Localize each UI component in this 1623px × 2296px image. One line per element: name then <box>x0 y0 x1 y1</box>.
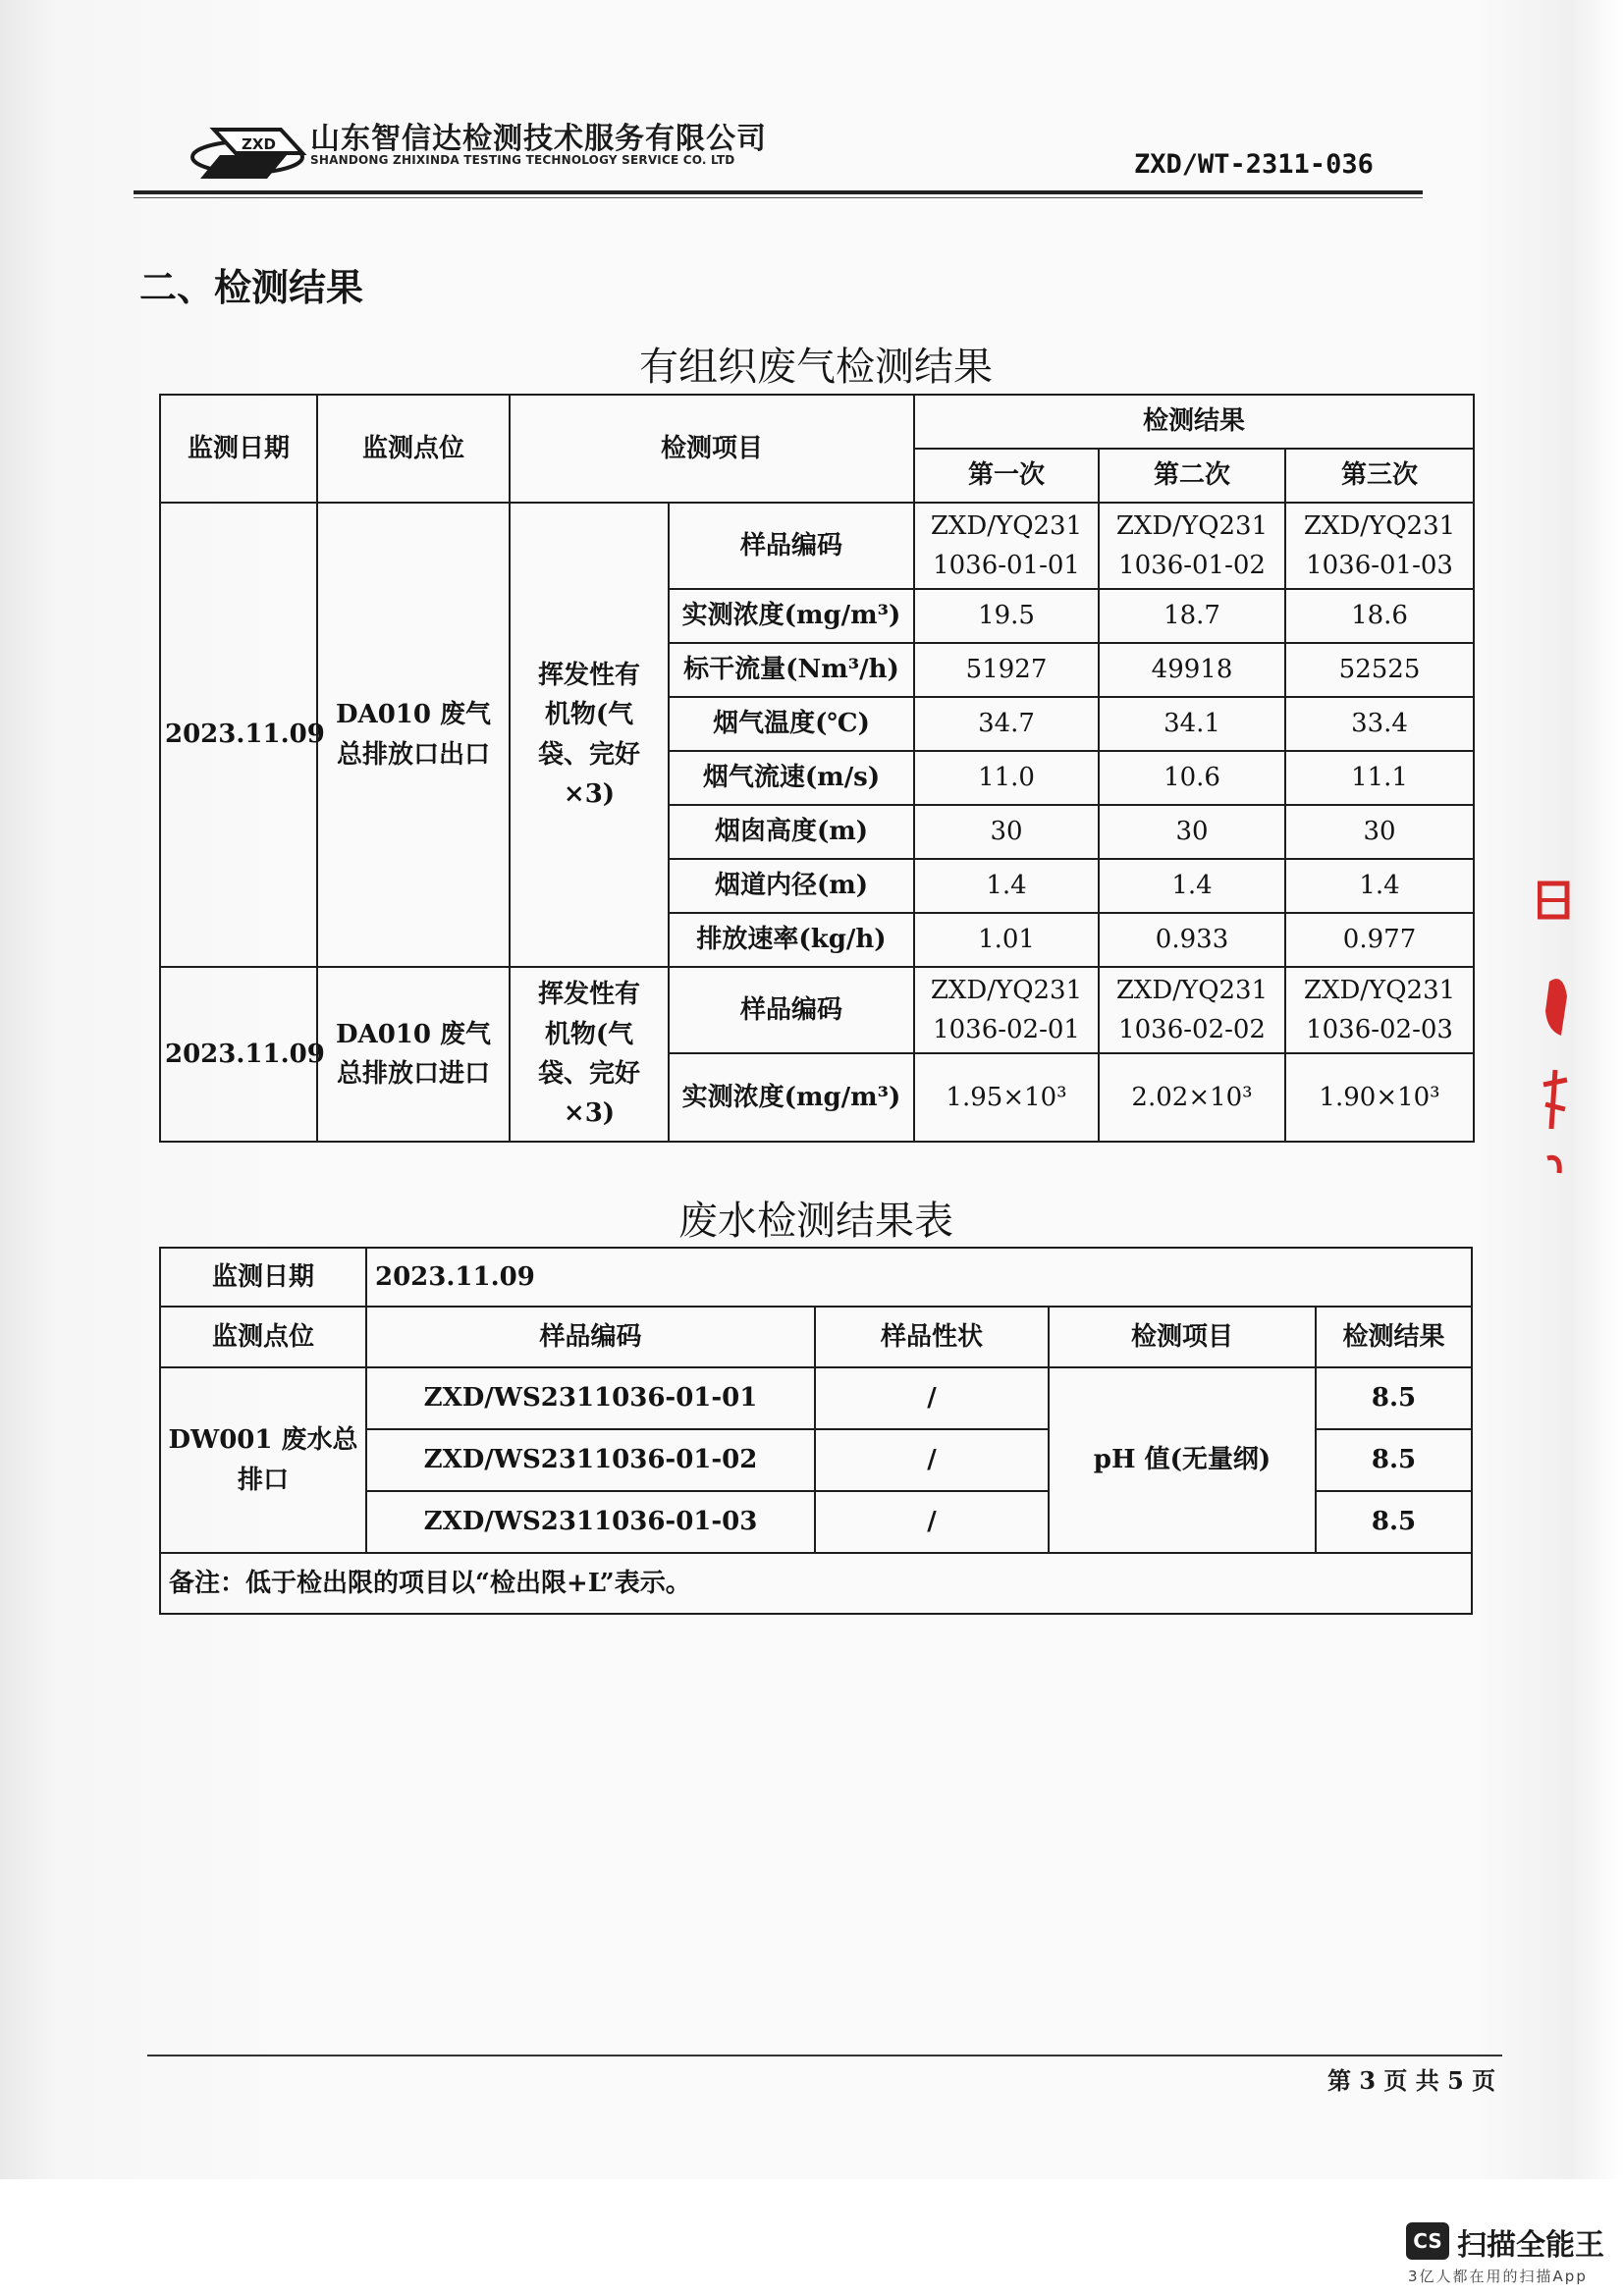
value-cell: 30 <box>1099 805 1285 859</box>
value-cell: 18.7 <box>1099 589 1285 643</box>
header-result: 检测结果 <box>914 395 1474 449</box>
page-number: 第 3 页 共 5 页 <box>1327 2066 1496 2095</box>
value-cell: 11.0 <box>914 751 1099 805</box>
water-header-sample: 样品编码 <box>366 1307 815 1367</box>
param-label: 烟囱高度(m) <box>669 805 914 859</box>
water-header-state: 样品性状 <box>815 1307 1049 1367</box>
param-label: 排放速率(kg/h) <box>669 913 914 967</box>
water-item: pH 值(无量纲) <box>1049 1367 1316 1553</box>
value-cell: 1.01 <box>914 913 1099 967</box>
value-cell: 30 <box>1285 805 1474 859</box>
sample-state: / <box>815 1429 1049 1491</box>
value-cell: 34.7 <box>914 697 1099 751</box>
value-cell: 19.5 <box>914 589 1099 643</box>
param-label: 样品编码 <box>669 503 914 589</box>
group2-item: 挥发性有 机物(气 袋、完好 ×3) <box>510 967 669 1142</box>
sample-state: / <box>815 1491 1049 1553</box>
header-item: 检测项目 <box>510 395 914 503</box>
value-cell: 1.4 <box>914 859 1099 913</box>
value-cell: ZXD/YQ231 1036-02-01 <box>914 967 1099 1053</box>
value-cell: 1.95×10³ <box>914 1053 1099 1142</box>
value-cell: ZXD/YQ231 1036-02-02 <box>1099 967 1285 1053</box>
value-cell: 49918 <box>1099 643 1285 697</box>
table-row <box>160 967 1474 1053</box>
report-number: ZXD/WT-2311-036 <box>1134 149 1374 180</box>
water-header-result: 检测结果 <box>1316 1307 1472 1367</box>
table-row <box>160 503 1474 589</box>
seal-stamp-icon <box>1538 864 1577 1188</box>
section-heading: 二、检测结果 <box>139 265 364 309</box>
value-cell: 11.1 <box>1285 751 1474 805</box>
water-result: 8.5 <box>1316 1367 1472 1429</box>
group1-location: DA010 废气 总排放口出口 <box>317 503 510 967</box>
gas-table-title: 有组织废气检测结果 <box>639 345 993 390</box>
scanner-app-icon: CS <box>1406 2222 1449 2260</box>
water-results-table <box>159 1247 1473 1615</box>
value-cell: 1.90×10³ <box>1285 1053 1474 1142</box>
value-cell: 33.4 <box>1285 697 1474 751</box>
svg-text:ZXD: ZXD <box>242 135 276 153</box>
group2-date: 2023.11.09 <box>160 967 317 1142</box>
header-divider-thin <box>134 197 1423 198</box>
water-location: DW001 废水总 排口 <box>160 1367 366 1553</box>
sample-state: / <box>815 1367 1049 1429</box>
value-cell: ZXD/YQ231 1036-01-02 <box>1099 503 1285 589</box>
value-cell: 10.6 <box>1099 751 1285 805</box>
group1-item: 挥发性有 机物(气 袋、完好 ×3) <box>510 503 669 967</box>
header-run3: 第三次 <box>1285 449 1474 503</box>
scanner-app-name: 扫描全能王 <box>1457 2228 1604 2263</box>
header-location: 监测点位 <box>317 395 510 503</box>
param-label: 实测浓度(mg/m³) <box>669 1053 914 1142</box>
water-date-label: 监测日期 <box>160 1248 366 1307</box>
company-name-en: SHANDONG ZHIXINDA TESTING TECHNOLOGY SERVICE CO. LTD <box>310 153 735 167</box>
water-note: 备注：低于检出限的项目以“检出限+L”表示。 <box>160 1553 1472 1614</box>
water-header-item: 检测项目 <box>1049 1307 1316 1367</box>
sample-code: ZXD/WS2311036-01-02 <box>366 1429 815 1491</box>
value-cell: 2.02×10³ <box>1099 1053 1285 1142</box>
header-date: 监测日期 <box>160 395 317 503</box>
param-label: 实测浓度(mg/m³) <box>669 589 914 643</box>
header-divider <box>134 190 1423 194</box>
water-date-value: 2023.11.09 <box>366 1248 1472 1307</box>
value-cell: ZXD/YQ231 1036-02-03 <box>1285 967 1474 1053</box>
scanner-app-slogan: 3亿人都在用的扫描App <box>1408 2268 1588 2285</box>
value-cell: ZXD/YQ231 1036-01-01 <box>914 503 1099 589</box>
gas-results-table <box>159 394 1475 1143</box>
value-cell: 1.4 <box>1099 859 1285 913</box>
group2-location: DA010 废气 总排放口进口 <box>317 967 510 1142</box>
header-run2: 第二次 <box>1099 449 1285 503</box>
value-cell: ZXD/YQ231 1036-01-03 <box>1285 503 1474 589</box>
value-cell: 18.6 <box>1285 589 1474 643</box>
sample-code: ZXD/WS2311036-01-01 <box>366 1367 815 1429</box>
company-logo-icon <box>187 110 324 188</box>
value-cell: 0.977 <box>1285 913 1474 967</box>
water-table-title: 废水检测结果表 <box>678 1199 953 1244</box>
group1-date: 2023.11.09 <box>160 503 317 967</box>
water-header-location: 监测点位 <box>160 1307 366 1367</box>
param-label: 样品编码 <box>669 967 914 1053</box>
water-result: 8.5 <box>1316 1491 1472 1553</box>
water-result: 8.5 <box>1316 1429 1472 1491</box>
header-run1: 第一次 <box>914 449 1099 503</box>
param-label: 烟气流速(m/s) <box>669 751 914 805</box>
value-cell: 51927 <box>914 643 1099 697</box>
value-cell: 52525 <box>1285 643 1474 697</box>
company-name-cn: 山东智信达检测技术服务有限公司 <box>310 122 767 156</box>
value-cell: 30 <box>914 805 1099 859</box>
table-row <box>160 1367 1472 1429</box>
footer-divider <box>147 2055 1502 2056</box>
value-cell: 34.1 <box>1099 697 1285 751</box>
sample-code: ZXD/WS2311036-01-03 <box>366 1491 815 1553</box>
value-cell: 0.933 <box>1099 913 1285 967</box>
param-label: 烟气温度(℃) <box>669 697 914 751</box>
param-label: 标干流量(Nm³/h) <box>669 643 914 697</box>
param-label: 烟道内径(m) <box>669 859 914 913</box>
value-cell: 1.4 <box>1285 859 1474 913</box>
